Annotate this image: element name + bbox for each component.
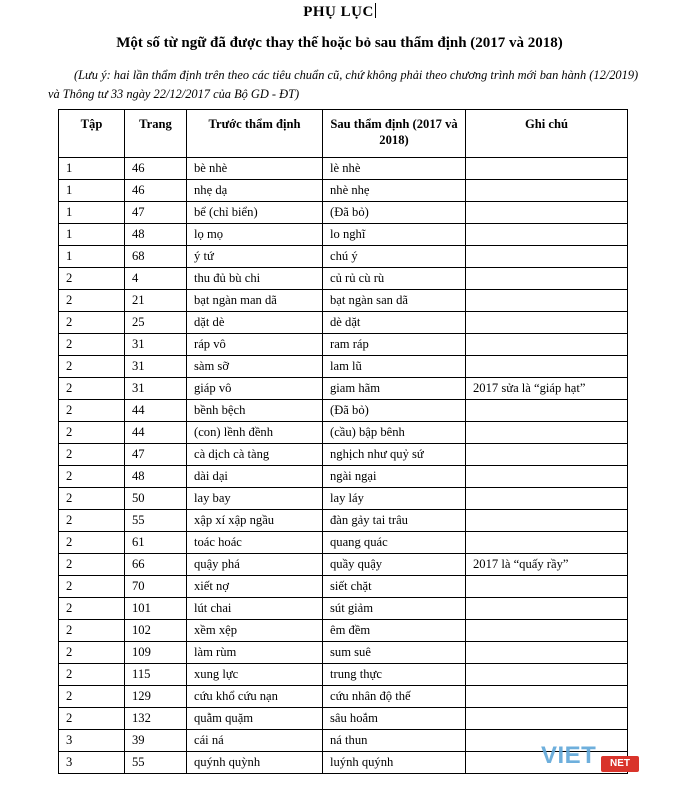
cell-ghi-chu [466,576,628,598]
cell-tap: 2 [59,708,125,730]
table-row [59,598,628,620]
cell-ghi-chu [466,444,628,466]
table-row [59,686,628,708]
cell-tap: 2 [59,620,125,642]
cell-trang: 48 [125,466,187,488]
cell-trang: 68 [125,246,187,268]
cell-truoc: quằm quặm [187,708,323,730]
cell-ghi-chu [466,642,628,664]
cell-tap: 2 [59,444,125,466]
cell-tap: 2 [59,268,125,290]
cell-tap: 1 [59,158,125,180]
cell-truoc: bè nhè [187,158,323,180]
cell-tap: 1 [59,224,125,246]
cell-trang: 25 [125,312,187,334]
cell-truoc: cứu khổ cứu nạn [187,686,323,708]
table-row [59,290,628,312]
table-row [59,334,628,356]
cell-tap: 2 [59,422,125,444]
cell-ghi-chu [466,466,628,488]
table-row [59,224,628,246]
table-row [59,356,628,378]
cell-trang: 55 [125,510,187,532]
cell-ghi-chu [466,356,628,378]
cell-trang: 115 [125,664,187,686]
cell-ghi-chu [466,620,628,642]
table-row [59,488,628,510]
cell-trang: 4 [125,268,187,290]
page-title [0,3,679,21]
cell-sau: đàn gảy tai trâu [323,510,466,532]
cell-sau: nghịch như quỷ sứ [323,444,466,466]
cell-ghi-chu [466,422,628,444]
cell-truoc: sàm sỡ [187,356,323,378]
table-row [59,510,628,532]
cell-sau: ngài ngại [323,466,466,488]
page-subtitle: Một số từ ngữ đã được thay thế hoặc bỏ sau thẩm định (2017 và 2018) [116,35,563,51]
header-ghi-chu: Ghi chú [466,110,628,158]
header-truoc-tham-dinh: Trước thẩm định [187,110,323,158]
header-sau-tham-dinh: Sau thẩm định (2017 và 2018) [323,110,466,158]
table-row [59,444,628,466]
cell-tap: 2 [59,334,125,356]
table-row [59,620,628,642]
cell-ghi-chu [466,488,628,510]
cell-truoc: xập xí xập ngầu [187,510,323,532]
cell-ghi-chu [466,686,628,708]
cell-ghi-chu [466,708,628,730]
cell-truoc: dặt dè [187,312,323,334]
cell-ghi-chu [466,180,628,202]
cell-sau: quang quác [323,532,466,554]
cell-truoc: toác hoác [187,532,323,554]
cell-tap: 2 [59,488,125,510]
cell-trang: 102 [125,620,187,642]
cell-trang: 109 [125,642,187,664]
table-row [59,708,628,730]
cell-ghi-chu [466,532,628,554]
cell-tap: 2 [59,576,125,598]
cell-truoc: xiết nợ [187,576,323,598]
cell-truoc: cái ná [187,730,323,752]
table-row [59,400,628,422]
cell-sau: lè nhè [323,158,466,180]
cell-tap: 2 [59,554,125,576]
cell-tap: 3 [59,730,125,752]
cell-tap: 2 [59,290,125,312]
cell-trang: 31 [125,356,187,378]
cell-tap: 2 [59,378,125,400]
cell-tap: 2 [59,510,125,532]
cell-tap: 1 [59,202,125,224]
cell-tap: 2 [59,686,125,708]
cell-tap: 1 [59,180,125,202]
cell-tap: 2 [59,400,125,422]
table-body [59,158,628,774]
table-row [59,202,628,224]
cell-trang: 50 [125,488,187,510]
cell-trang: 31 [125,378,187,400]
cell-trang: 48 [125,224,187,246]
cell-trang: 31 [125,334,187,356]
cell-trang: 55 [125,752,187,774]
table-row [59,378,628,400]
cell-ghi-chu [466,334,628,356]
table-row [59,554,628,576]
cell-ghi-chu [466,202,628,224]
cell-tap: 2 [59,642,125,664]
cell-ghi-chu [466,598,628,620]
cell-truoc: quýnh quỳnh [187,752,323,774]
table-row [59,422,628,444]
cell-sau: chú ý [323,246,466,268]
cell-sau: lam lũ [323,356,466,378]
cell-ghi-chu [466,268,628,290]
cell-sau: quầy quậy [323,554,466,576]
cell-sau: sút giảm [323,598,466,620]
cell-trang: 101 [125,598,187,620]
cell-trang: 47 [125,444,187,466]
cell-truoc: dài dại [187,466,323,488]
cell-sau: siết chặt [323,576,466,598]
title-text: PHỤ LỤC [303,4,374,20]
cell-sau: (Đã bỏ) [323,400,466,422]
cell-ghi-chu [466,400,628,422]
table-row [59,246,628,268]
cell-truoc: cà dịch cà tàng [187,444,323,466]
cell-sau: luýnh quýnh [323,752,466,774]
table-row [59,664,628,686]
table-row [59,466,628,488]
table-row [59,532,628,554]
cell-trang: 44 [125,422,187,444]
table-row [59,180,628,202]
cell-trang: 132 [125,708,187,730]
cell-truoc: bềnh bệch [187,400,323,422]
cell-truoc: bạt ngàn man dã [187,290,323,312]
cell-truoc: bể (chỉ biển) [187,202,323,224]
vietnamnet-watermark-logo [531,730,641,782]
cell-ghi-chu [466,664,628,686]
cell-truoc: xềm xệp [187,620,323,642]
cell-sau: lay láy [323,488,466,510]
cell-truoc: nhẹ dạ [187,180,323,202]
cell-truoc: lút chai [187,598,323,620]
cell-truoc: lọ mọ [187,224,323,246]
cell-truoc: xung lực [187,664,323,686]
cell-truoc: (con) lềnh đềnh [187,422,323,444]
cell-ghi-chu [466,224,628,246]
cell-trang: 21 [125,290,187,312]
cell-sau: trung thực [323,664,466,686]
cell-ghi-chu: 2017 sửa là “giáp hạt” [466,378,628,400]
cell-truoc: làm rùm [187,642,323,664]
cell-trang: 46 [125,158,187,180]
cell-trang: 70 [125,576,187,598]
table-row [59,158,628,180]
cell-tap: 2 [59,532,125,554]
cell-ghi-chu [466,510,628,532]
cell-trang: 39 [125,730,187,752]
vocabulary-table [58,109,628,774]
cell-tap: 1 [59,246,125,268]
cell-tap: 2 [59,664,125,686]
cell-sau: dè dặt [323,312,466,334]
cell-sau: nhè nhẹ [323,180,466,202]
cell-ghi-chu [466,158,628,180]
cell-ghi-chu [466,246,628,268]
text-cursor [375,3,376,18]
cell-truoc: ý tứ [187,246,323,268]
header-tap: Tập [59,110,125,158]
cell-tap: 2 [59,356,125,378]
cell-trang: 46 [125,180,187,202]
cell-truoc: thu đủ bù chi [187,268,323,290]
cell-truoc: ráp vô [187,334,323,356]
table-row [59,642,628,664]
cell-truoc: giáp vô [187,378,323,400]
cell-sau: sâu hoắm [323,708,466,730]
cell-sau: cứu nhân độ thế [323,686,466,708]
cell-sau: củ rủ cù rù [323,268,466,290]
cell-sau: bạt ngàn san dã [323,290,466,312]
cell-sau: êm đềm [323,620,466,642]
cell-tap: 3 [59,752,125,774]
cell-ghi-chu [466,312,628,334]
table-row [59,312,628,334]
watermark-badge: NET [601,756,639,772]
header-trang: Trang [125,110,187,158]
cell-tap: 2 [59,312,125,334]
cell-sau: ram ráp [323,334,466,356]
cell-trang: 129 [125,686,187,708]
cell-trang: 61 [125,532,187,554]
cell-truoc: quậy phá [187,554,323,576]
cell-trang: 66 [125,554,187,576]
cell-sau: (Đã bỏ) [323,202,466,224]
cell-tap: 2 [59,598,125,620]
cell-tap: 2 [59,466,125,488]
cell-ghi-chu [466,290,628,312]
cell-sau: lo nghĩ [323,224,466,246]
cell-trang: 47 [125,202,187,224]
watermark-brand: VIET [541,742,597,769]
table-header-row [59,110,628,158]
cell-truoc: lay bay [187,488,323,510]
note-paragraph: (Lưu ý: hai lần thẩm định trên theo các tiêu chuẩn cũ, chứ không phải theo chương trình mới ban hành (12/2019) và Thông tư 33 ngày 22/12/2017 của Bộ GD - ĐT) [48,68,639,101]
cell-trang: 44 [125,400,187,422]
cell-sau: sum suê [323,642,466,664]
table-row [59,576,628,598]
table-row [59,268,628,290]
cell-sau: giam hãm [323,378,466,400]
cell-sau: ná thun [323,730,466,752]
cell-ghi-chu: 2017 là “quấy rầy” [466,554,628,576]
cell-sau: (cầu) bập bênh [323,422,466,444]
